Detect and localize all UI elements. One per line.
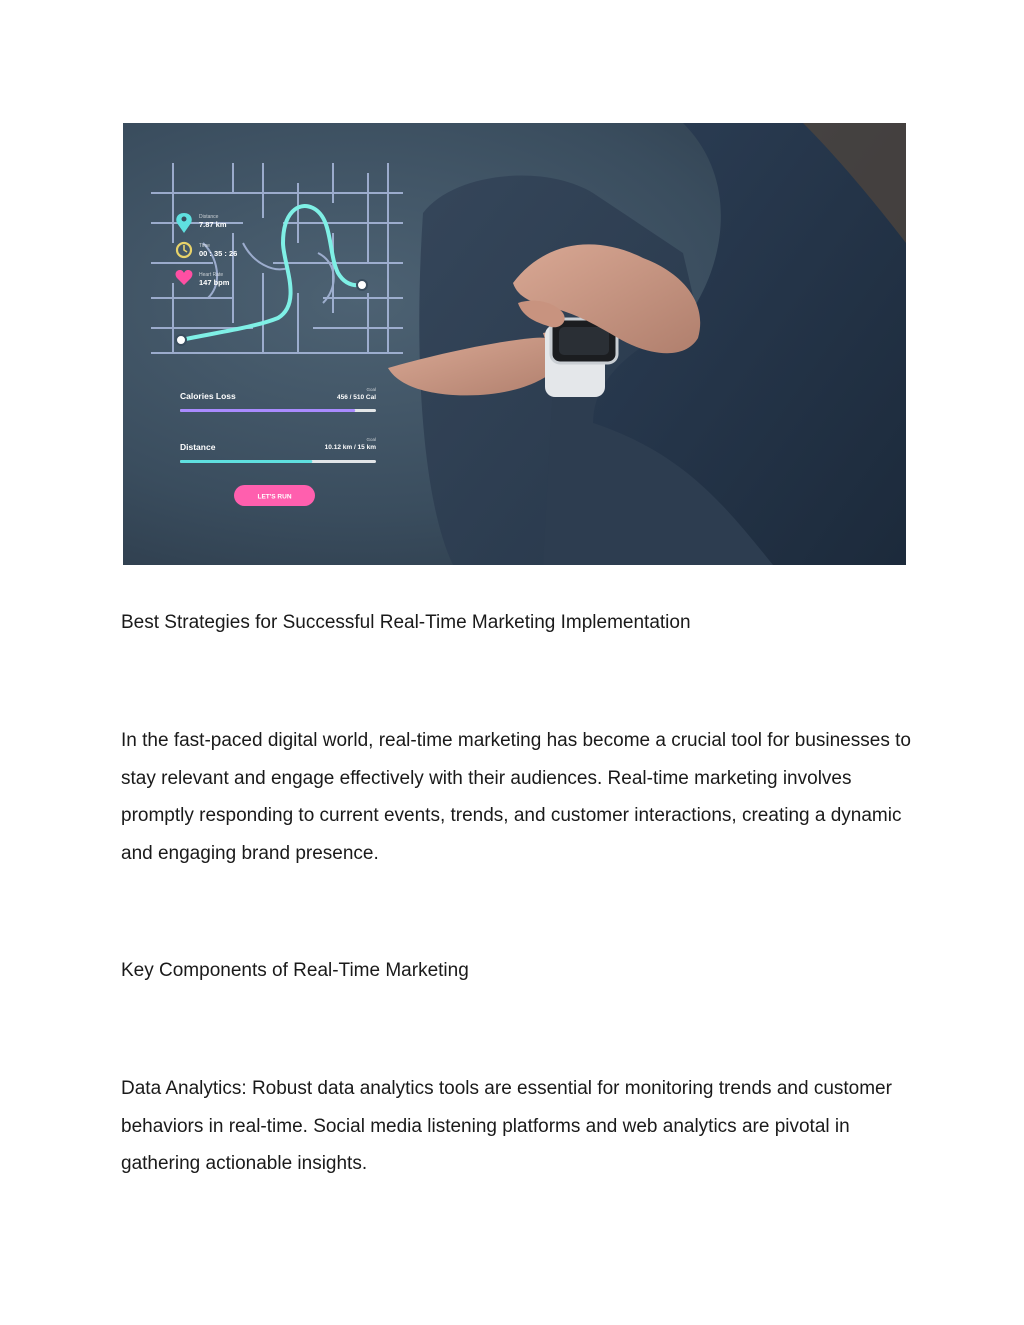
lets-run-button bbox=[234, 485, 315, 506]
stat-time-caption: Time bbox=[199, 243, 210, 249]
data-analytics-paragraph: Data Analytics: Robust data analytics tools are essential for monitoring trends and customer behaviors in real-time. Social media listening platforms and web analytics are pivotal in gathering actionable insights. bbox=[121, 1078, 892, 1174]
progress-calories-fill bbox=[180, 409, 355, 412]
stat-distance-value: 7.87 km bbox=[199, 220, 227, 229]
route-end-point bbox=[357, 280, 367, 290]
stat-heart-value: 147 bpm bbox=[199, 278, 230, 287]
stat-distance-caption: Distance bbox=[199, 214, 219, 220]
stat-heart-caption: Heart Rate bbox=[199, 272, 224, 278]
stat-time-value: 00 : 35 : 26 bbox=[199, 249, 238, 258]
hero-image bbox=[123, 123, 906, 565]
progress-calories-label: Calories Loss bbox=[180, 391, 236, 401]
route-start-point bbox=[176, 335, 186, 345]
fitness-tracker-photo bbox=[123, 123, 906, 565]
progress-calories-value: 456 / 510 Cal bbox=[336, 394, 376, 401]
progress-distance-label: Distance bbox=[180, 442, 216, 452]
progress-distance-value: 10.12 km / 15 km bbox=[324, 444, 376, 451]
progress-distance-fill bbox=[180, 460, 312, 463]
watch-screen bbox=[559, 327, 609, 355]
article-heading-key-components: Key Components of Real-Time Marketing bbox=[121, 960, 469, 981]
lets-run-button-label: LET'S RUN bbox=[257, 493, 292, 501]
progress-distance-goal-caption: Goal bbox=[366, 437, 376, 442]
intro-paragraph: In the fast-paced digital world, real-time marketing has become a crucial tool for businesses to stay relevant and engage effectively with their audiences. Real-time marketing involves promptly responding to current events, trends, and customer interactions, creating a dynamic and engaging brand presence. bbox=[121, 730, 911, 864]
article-heading-strategies: Best Strategies for Successful Real-Time Marketing Implementation bbox=[121, 612, 691, 633]
progress-calories-goal-caption: Goal bbox=[366, 387, 376, 392]
stat-heart-rate bbox=[176, 270, 230, 287]
